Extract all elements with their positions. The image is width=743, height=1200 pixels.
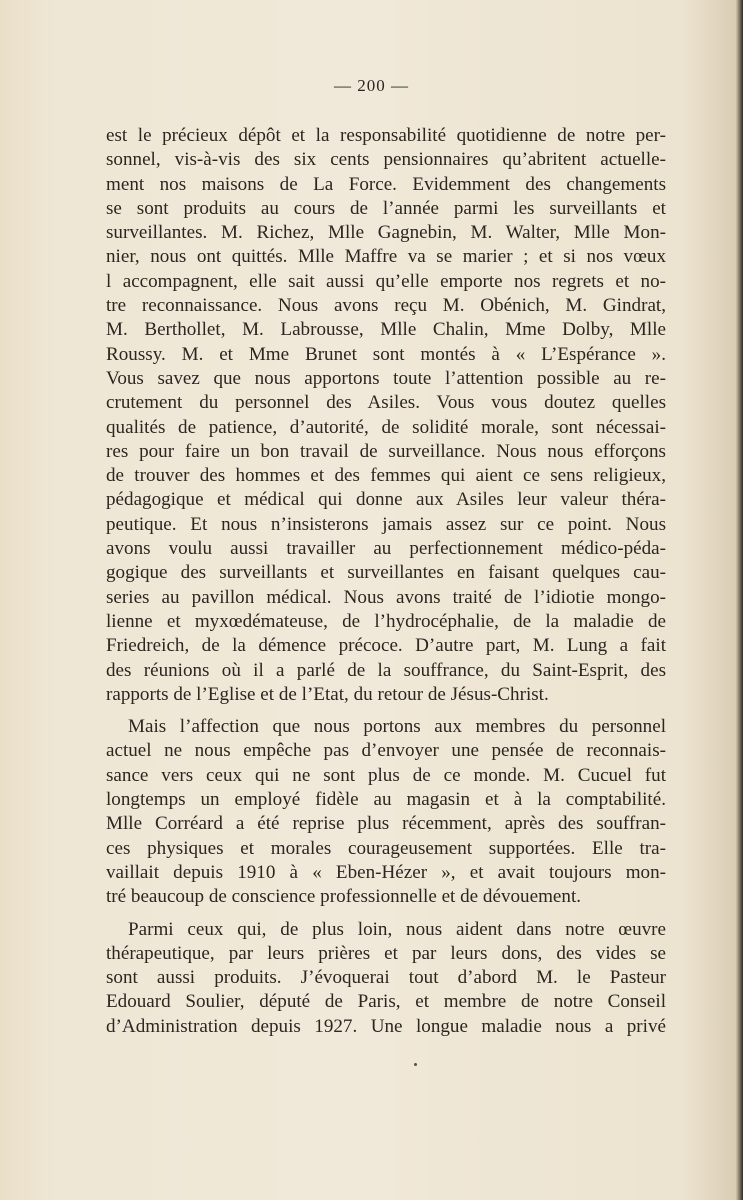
text-line: Vous savez que nous apportons toute l’attention possible au re- [106,367,666,389]
text-line: Mais l’affection que nous portons aux membres du personnel [128,716,666,738]
text-line: gogique des surveillants et surveillantes en faisant quelques cau- [106,562,666,584]
text-line: longtemps un employé fidèle au magasin et à la comptabilité. [106,789,666,811]
text-line: de trouver des hommes et des femmes qui aient ce sens religieux, [106,465,666,487]
text-line: ment nos maisons de La Force. Evidemment des changements [106,173,666,195]
text-line: qualités de patience, d’autorité, de solidité morale, sont nécessai- [106,416,666,438]
text-line: sance vers ceux qui ne sont plus de ce monde. M. Cucuel fut [106,764,666,786]
paragraph-gap [106,707,666,715]
paragraph-2 [106,715,666,909]
text-line: avons voulu aussi travailler au perfectionnement médico-péda- [106,538,666,560]
text-line: actuel ne nous empêche pas d’envoyer une pensée de reconnais- [106,740,666,762]
text-line: Friedreich, de la démence précoce. D’autre part, M. Lung a fait [106,635,666,657]
text-line: d’Administration depuis 1927. Une longue maladie nous a privé [106,1015,666,1037]
text-line: l accompagnent, elle sait aussi qu’elle emporte nos regrets et no- [106,270,666,292]
text-line: se sont produits au cours de l’année parmi les surveillants et [106,197,666,219]
page-edge-shadow [737,0,743,1200]
text-line: pédagogique et médical qui donne aux Asiles leur valeur théra- [106,489,666,511]
text-line: res pour faire un bon travail de surveillance. Nous nous efforçons [106,440,666,462]
text-line: lienne et myxœdémateuse, de l’hydrocéphalie, de la maladie de [106,610,666,632]
text-line: thérapeutique, par leurs prières et par leurs dons, des vides se [106,942,666,964]
text-line: nier, nous ont quittés. Mlle Maffre va se marier ; et si nos vœux [106,246,666,268]
ink-dot [414,1063,417,1066]
text-line: surveillantes. M. Richez, Mlle Gagnebin, M. Walter, Mlle Mon- [106,222,666,244]
text-line: series au pavillon médical. Nous avons traité de l’idiotie mongo- [106,586,666,608]
text-line: tre reconnaissance. Nous avons reçu M. Obénich, M. Gindrat, [106,295,666,317]
text-line: tré beaucoup de conscience professionnelle et de dévouement. [106,886,582,908]
text-line: Edouard Soulier, député de Paris, et membre de notre Conseil [106,991,666,1013]
paragraph-3 [106,918,666,1039]
text-line: est le précieux dépôt et la responsabilité quotidienne de notre per- [106,125,666,146]
text-line: Mlle Corréard a été reprise plus récemment, après des souffran- [106,813,666,835]
text-line: sonnel, vis-à-vis des six cents pensionnaires qu’abritent actuelle- [106,149,666,171]
text-line: Roussy. M. et Mme Brunet sont montés à « L’Espérance ». [106,343,666,365]
text-line: vaillait depuis 1910 à « Eben-Hézer », et avait toujours mon- [106,861,666,883]
text-line: rapports de l’Eglise et de l’Etat, du retour de Jésus-Christ. [106,683,549,705]
text-line: sont aussi produits. J’évoquerai tout d’abord M. le Pasteur [106,967,666,989]
paragraph-gap [106,910,666,918]
text-line: ces physiques et morales courageusement supportées. Elle tra- [106,837,666,859]
page-number: — 200 — [334,76,409,95]
text-line: M. Berthollet, M. Labrousse, Mlle Chalin, Mme Dolby, Mlle [106,319,666,341]
text-line: des réunions où il a parlé de la souffrance, du Saint-Esprit, des [106,659,666,681]
text-line: peutique. Et nous n’insisterons jamais assez sur ce point. Nous [106,513,666,535]
text-line: Parmi ceux qui, de plus loin, nous aident dans notre œuvre [128,918,666,940]
paragraph-1 [106,124,666,707]
text-line: crutement du personnel des Asiles. Vous vous doutez quelles [106,392,666,414]
body-text [106,124,666,1039]
